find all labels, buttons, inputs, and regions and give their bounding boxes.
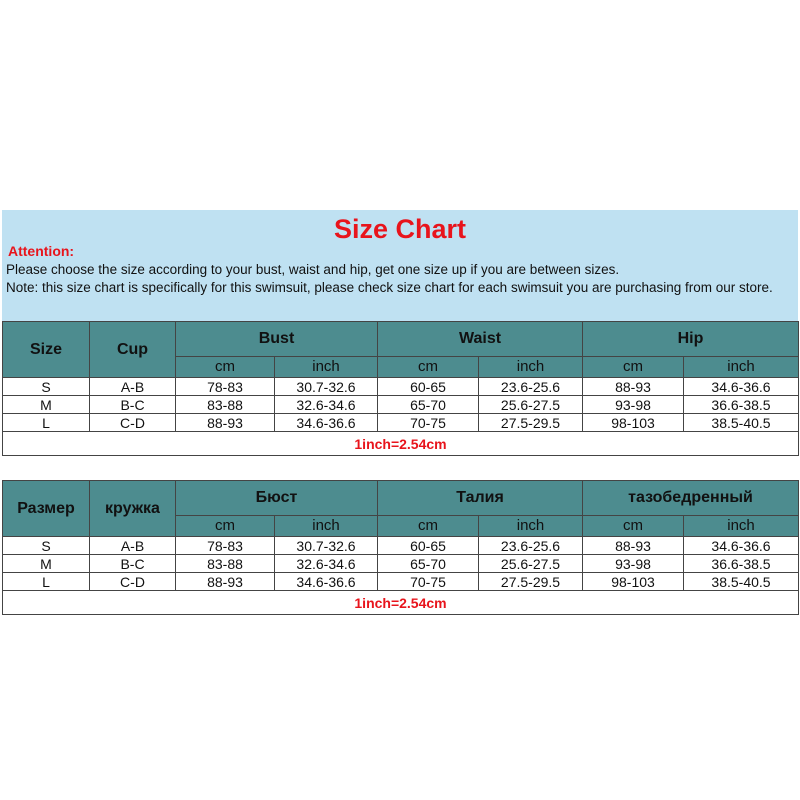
chart-title: Size Chart [333,214,467,244]
table-cell: M [3,396,90,414]
table-cell: 60-65 [378,537,479,555]
unit-cell: cm [176,516,275,537]
table-cell: B-C [90,555,176,573]
table-cell: 32.6-34.6 [275,396,378,414]
table-cell: 98-103 [583,573,684,591]
table-cell: 83-88 [176,396,275,414]
unit-cell: cm [378,516,479,537]
table-cell: 38.5-40.5 [684,414,799,432]
table-header-row [3,481,799,516]
conversion-note: 1inch=2.54cm [3,432,799,456]
unit-cell: cm [583,357,684,378]
size-chart [2,210,798,615]
table-header-row [3,322,799,357]
col-size-header: Размер [3,481,90,537]
unit-cell: inch [684,516,799,537]
table-row [3,378,799,396]
unit-cell: inch [275,516,378,537]
table-cell: 78-83 [176,537,275,555]
col-waist-header: Waist [378,322,583,357]
unit-cell: cm [583,516,684,537]
table-row [3,414,799,432]
table-cell: 83-88 [176,555,275,573]
table-cell: 93-98 [583,396,684,414]
table-cell: A-B [90,378,176,396]
unit-cell: inch [275,357,378,378]
table-cell: 65-70 [378,396,479,414]
table-cell: C-D [90,573,176,591]
unit-cell: inch [479,357,583,378]
col-cup-header: Cup [90,322,176,378]
table-cell: 88-93 [176,414,275,432]
table-cell: 34.6-36.6 [684,378,799,396]
table-cell: 70-75 [378,573,479,591]
table-row [3,573,799,591]
note-text: Note: this size chart is specifically for this swimsuit, please check size chart for each swimsuit you are purchasing from our store. [6,280,773,295]
table-cell: 23.6-25.6 [479,378,583,396]
table-cell: 36.6-38.5 [684,396,799,414]
table-english-rows [3,378,799,432]
table-cell: 34.6-36.6 [275,414,378,432]
table-cell: 36.6-38.5 [684,555,799,573]
table-cell: S [3,378,90,396]
table-cell: B-C [90,396,176,414]
conversion-note-row [3,432,799,456]
table-cell: C-D [90,414,176,432]
table-cell: 34.6-36.6 [684,537,799,555]
table-cell: 34.6-36.6 [275,573,378,591]
size-table [2,321,799,615]
col-bust-header: Бюст [176,481,378,516]
table-cell: 88-93 [176,573,275,591]
col-bust-header: Bust [176,322,378,357]
table-cell: 30.7-32.6 [275,378,378,396]
table-row [3,396,799,414]
attention-label: Attention: [8,243,75,259]
col-waist-header: Талия [378,481,583,516]
table-cell: 38.5-40.5 [684,573,799,591]
table-gap [3,456,799,481]
unit-cell: cm [378,357,479,378]
spacer [3,456,799,481]
table-cell: 30.7-32.6 [275,537,378,555]
table-cell: S [3,537,90,555]
table-cell: 27.5-29.5 [479,414,583,432]
chart-header [2,210,798,321]
unit-cell: inch [479,516,583,537]
table-english [3,322,799,378]
col-cup-header: кружка [90,481,176,537]
table-russian [3,481,799,537]
table-cell: A-B [90,537,176,555]
col-size-header: Size [3,322,90,378]
table-cell: 27.5-29.5 [479,573,583,591]
table-cell: 60-65 [378,378,479,396]
table-cell: 65-70 [378,555,479,573]
unit-cell: cm [176,357,275,378]
unit-cell: inch [684,357,799,378]
col-hip-header: Hip [583,322,799,357]
table-cell: 23.6-25.6 [479,537,583,555]
table-cell: M [3,555,90,573]
table-cell: 93-98 [583,555,684,573]
table-row [3,555,799,573]
table-cell: L [3,573,90,591]
instruction-text: Please choose the size according to your bust, waist and hip, get one size up if you are between sizes. [6,262,620,277]
table-russian-rows [3,537,799,591]
table-cell: L [3,414,90,432]
table-cell: 98-103 [583,414,684,432]
col-hip-header: тазобедренный [583,481,799,516]
table-cell: 70-75 [378,414,479,432]
table-cell: 88-93 [583,378,684,396]
table-cell: 78-83 [176,378,275,396]
conversion-note: 1inch=2.54cm [3,591,799,615]
table-cell: 25.6-27.5 [479,396,583,414]
table-cell: 25.6-27.5 [479,555,583,573]
table-cell: 32.6-34.6 [275,555,378,573]
table-cell: 88-93 [583,537,684,555]
table-row [3,537,799,555]
conversion-note-row [3,591,799,615]
